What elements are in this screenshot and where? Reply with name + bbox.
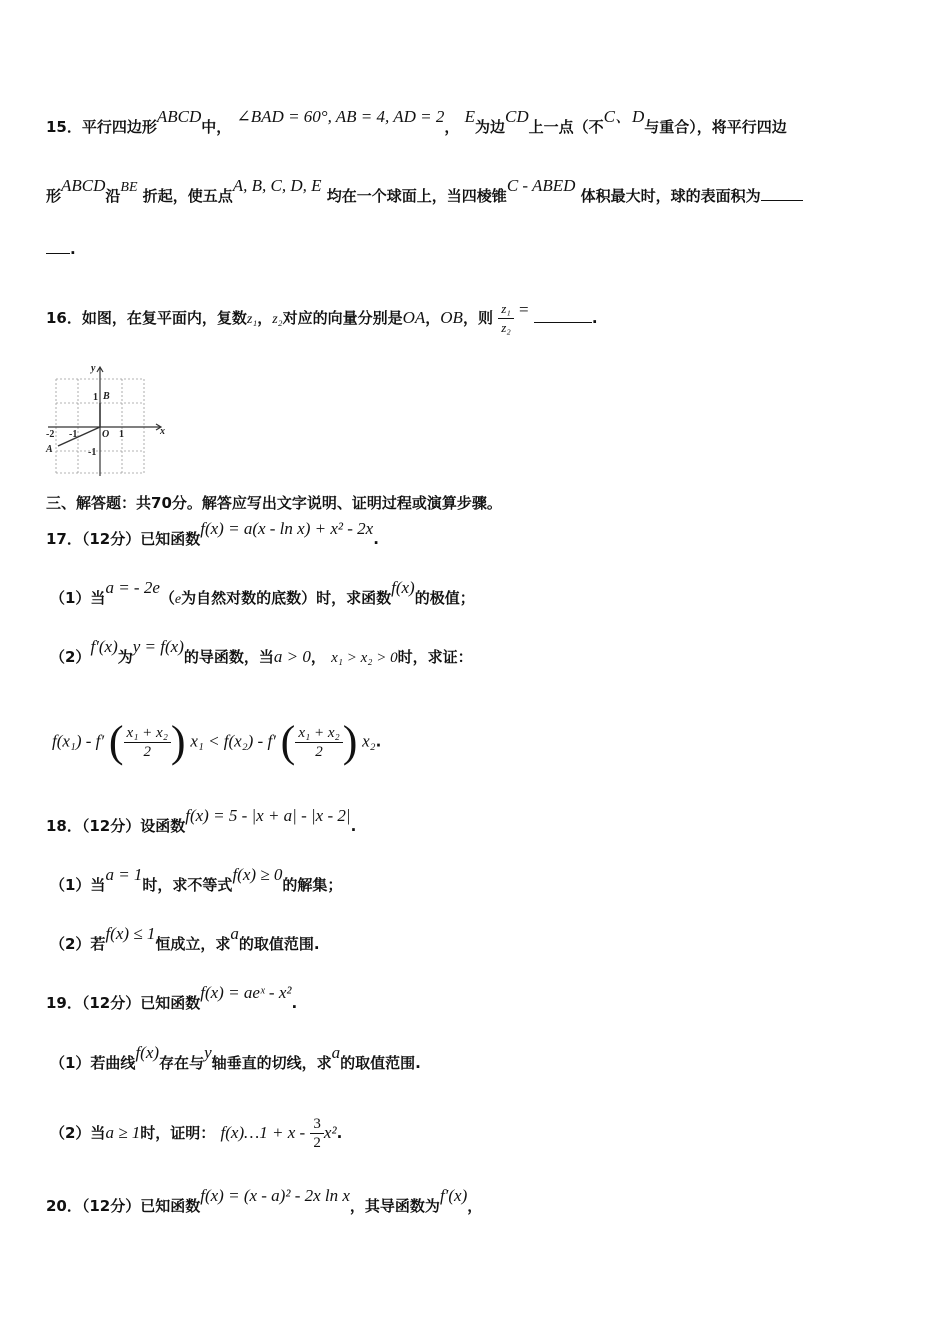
math-q20-function: f(x) = (x - a)² - 2x ln x xyxy=(200,1186,350,1205)
answer-blank-16[interactable] xyxy=(534,322,592,323)
math-q18-function: f(x) = 5 - |x + a| - |x - 2| xyxy=(185,806,351,825)
math-five-points: A, B, C, D, E xyxy=(232,176,322,195)
math-a-gt-0: a > 0 xyxy=(273,647,311,666)
q19-head: 19．（12分）已知函数f(x) = aeˣ - x². xyxy=(46,983,298,1012)
q16-line: 16．如图，在复平面内，复数z₁，z₂对应的向量分别是OA，OB，则 $\frac{\text{z₁}}{\text{z₂}}$ = . xyxy=(46,300,598,335)
label-x-axis: x xyxy=(160,426,165,437)
math-z1: z₁ xyxy=(246,312,258,327)
math-a: a xyxy=(230,924,239,943)
tick-x-neg1: -1 xyxy=(69,429,78,440)
tick-x-neg2: -2 xyxy=(46,429,55,440)
math-angle-conditions: ∠BAD = 60°, AB = 4, AD = 2 xyxy=(236,107,445,126)
math-pyramid: C - ABED xyxy=(506,176,576,195)
fraction-three-halves: $\frac{3}{2}$ xyxy=(310,1115,324,1152)
complex-plane-figure xyxy=(44,362,169,480)
fraction-x1-plus-x2-over-2: $\frac{\text{x₁ + x₂}}{2}$ xyxy=(124,724,171,761)
math-e: E xyxy=(464,107,475,126)
q17-number: 17． xyxy=(46,530,82,548)
math-z2: z₂ xyxy=(272,312,283,327)
math-y-eq-fx: y = f(x) xyxy=(132,637,184,656)
section-3-heading: 三、解答题：共70分。解答应写出文字说明、证明过程或演算步骤。 xyxy=(46,494,502,512)
math-q19-function: f(x) = aeˣ - x² xyxy=(200,983,292,1002)
q15-line1: 15．平行四边形ABCD中， ∠BAD = 60°, AB = 4, AD = 2， E为边CD上一点（不C、D与重合），将平行四边 xyxy=(46,107,787,136)
q18-number: 18． xyxy=(46,817,82,835)
math-a-eq-1: a = 1 xyxy=(105,865,143,884)
math-fx-le-1: f(x) ≤ 1 xyxy=(105,924,156,943)
math-oa: OA xyxy=(402,308,426,327)
math-e-symbol: e xyxy=(174,592,182,607)
q19-part1: （1）若曲线f(x)存在与y轴垂直的切线，求a的取值范围. xyxy=(50,1043,421,1072)
math-c-d: C、D xyxy=(603,107,645,126)
label-origin: O xyxy=(102,429,110,440)
q20-number: 20． xyxy=(46,1197,82,1215)
q19-part2: （2）当a ≥ 1时，证明： f(x)…1 + x - $\frac{3}{2}$ x². xyxy=(50,1116,343,1151)
q15-line3: . xyxy=(46,240,910,258)
fraction-x1-plus-x2-over-2-b: $\frac{\text{x₁ + x₂}}{2}$ xyxy=(295,724,342,761)
q15-number: 15． xyxy=(46,118,82,136)
q15-line2: 形ABCD沿BE 折起，使五点A, B, C, D, E 均在一个球面上，当四棱锥C - ABED 体积最大时，球的表面积为 xyxy=(46,185,910,206)
q17-head: 17．（12分）已知函数f(x) = a(x - ln x) + x² - 2x. xyxy=(46,519,379,548)
q20-head: 20．（12分）已知函数f(x) = (x - a)² - 2x ln x，其导函数为f′(x)， xyxy=(46,1186,483,1215)
math-be: BE xyxy=(120,180,138,195)
math-fx: f(x) xyxy=(391,578,415,597)
q17-part1: （1）当a = - 2e（e为自然对数的底数）时，求函数f(x)的极值； xyxy=(50,578,475,607)
math-q19-inequality: f(x)…1 + x - xyxy=(220,1123,306,1142)
q16-number: 16． xyxy=(46,309,82,327)
math-cd: CD xyxy=(505,107,529,126)
math-abcd-2: ABCD xyxy=(61,176,106,195)
math-q20-derivative: f′(x) xyxy=(439,1186,468,1205)
answer-blank-15b[interactable] xyxy=(46,253,70,254)
math-ob: OB xyxy=(440,308,463,327)
math-fx-curve: f(x) xyxy=(135,1043,160,1062)
q17-part2: （2）f′(x)为y = f(x)的导函数，当a > 0， x₁ > x₂ > 0时，求证： xyxy=(50,637,473,666)
q17-inequality: f(x₁) - f′ ( $\frac{\text{x₁ + x₂}}{2}$ ) x₁ < f(x₂) - f′ ( $\frac{\text{x₁ + x₂}}{2}$ ) x₂. xyxy=(52,717,382,766)
math-a-ge-1: a ≥ 1 xyxy=(105,1123,141,1142)
tick-x-1: 1 xyxy=(119,429,124,440)
math-a-range: a xyxy=(331,1043,341,1062)
label-point-a: A xyxy=(46,444,53,455)
math-fx-ge-0: f(x) ≥ 0 xyxy=(232,865,283,884)
answer-blank-15a[interactable] xyxy=(761,200,803,201)
math-y-axis: y xyxy=(204,1043,212,1062)
q18-part2: （2）若f(x) ≤ 1恒成立，求a的取值范围. xyxy=(50,924,320,953)
math-q17-function: f(x) = a(x - ln x) + x² - 2x xyxy=(200,519,374,538)
math-x1-gt-x2: x₁ > x₂ > 0 xyxy=(331,650,398,666)
tick-y-neg1: -1 xyxy=(88,447,97,458)
math-abcd: ABCD xyxy=(156,107,202,126)
label-y-axis: y xyxy=(91,363,96,374)
label-point-b: B xyxy=(103,391,110,402)
fraction-z1-over-z2: $\frac{\text{z₁}}{\text{z₂}}$ xyxy=(498,300,514,337)
q19-number: 19． xyxy=(46,994,82,1012)
math-a-eq-neg2e: a = - 2e xyxy=(105,578,160,597)
tick-y-1: 1 xyxy=(93,392,98,403)
math-fprime: f′(x) xyxy=(90,637,118,656)
q18-part1: （1）当a = 1时，求不等式f(x) ≥ 0的解集； xyxy=(50,865,343,894)
q18-head: 18．（12分）设函数f(x) = 5 - |x + a| - |x - 2|. xyxy=(46,806,357,835)
